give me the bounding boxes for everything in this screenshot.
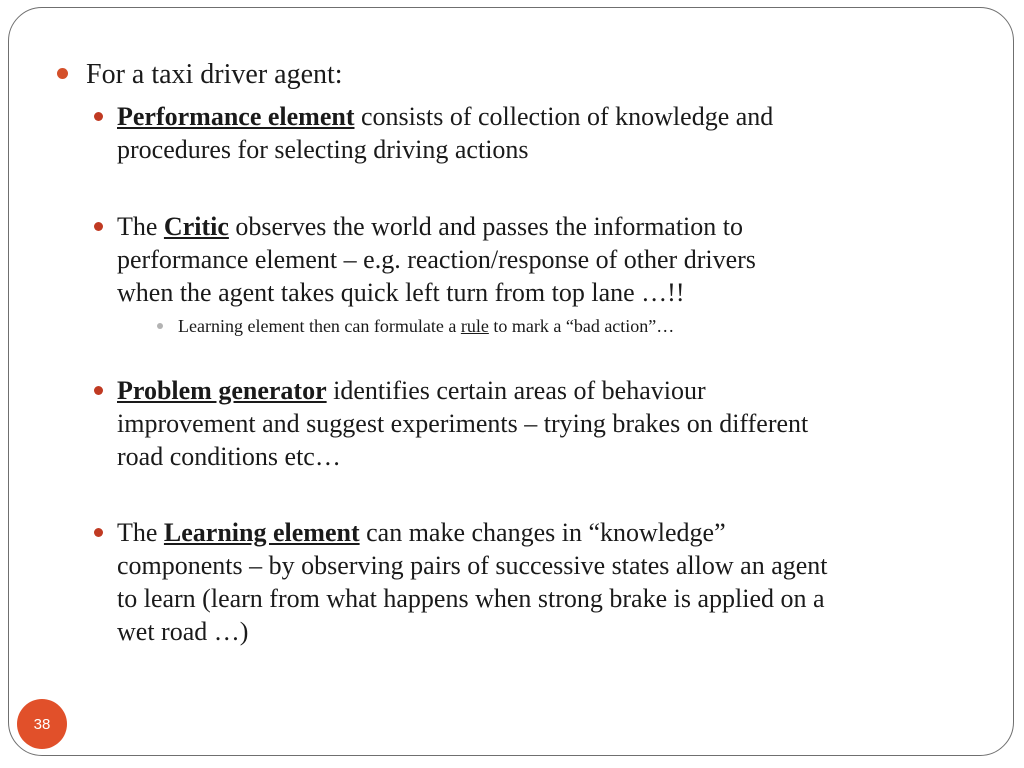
critic-line-3: when the agent takes quick left turn from top lane …!! (117, 278, 685, 307)
performance-line-2: procedures for selecting driving actions (117, 135, 529, 164)
bullet-dot-icon (94, 112, 103, 121)
learning-line-3: to learn (learn from what happens when strong brake is applied on a (117, 584, 825, 613)
problem-generator-line-2: improvement and suggest experiments – trying brakes on different (117, 409, 809, 438)
learning-line-2: components – by observing pairs of successive states allow an agent (117, 551, 828, 580)
performance-line-1: Performance element consists of collection of knowledge and (117, 102, 774, 131)
bullet-dot-icon (57, 68, 68, 79)
sub-bullet-text: Learning element then can formulate a rule to mark a “bad action”… (178, 316, 675, 336)
term-critic: Critic (163, 212, 229, 241)
bullet-dot-icon (94, 222, 103, 231)
critic-line-2: performance element – e.g. reaction/response of other drivers (117, 245, 756, 274)
problem-generator-line-3: road conditions etc… (117, 442, 341, 471)
term-performance-element: Performance element (117, 102, 355, 131)
learning-line-4: wet road …) (117, 617, 249, 646)
heading-text: For a taxi driver agent: (86, 59, 343, 90)
term-problem-generator: Problem generator (117, 376, 327, 405)
term-learning-element: Learning element (163, 518, 360, 547)
slide-number-badge: 38 (17, 699, 67, 749)
critic-line-1: The Critic observes the world and passes the information to (117, 212, 743, 241)
bullet-dot-icon (94, 386, 103, 395)
underlined-rule: rule (460, 316, 489, 336)
bullet-dot-icon (94, 528, 103, 537)
learning-line-1: The Learning element can make changes in “knowledge” (117, 518, 726, 547)
bullet-dot-icon (157, 323, 163, 329)
problem-generator-line-1: Problem generator identifies certain areas of behaviour (117, 376, 706, 405)
